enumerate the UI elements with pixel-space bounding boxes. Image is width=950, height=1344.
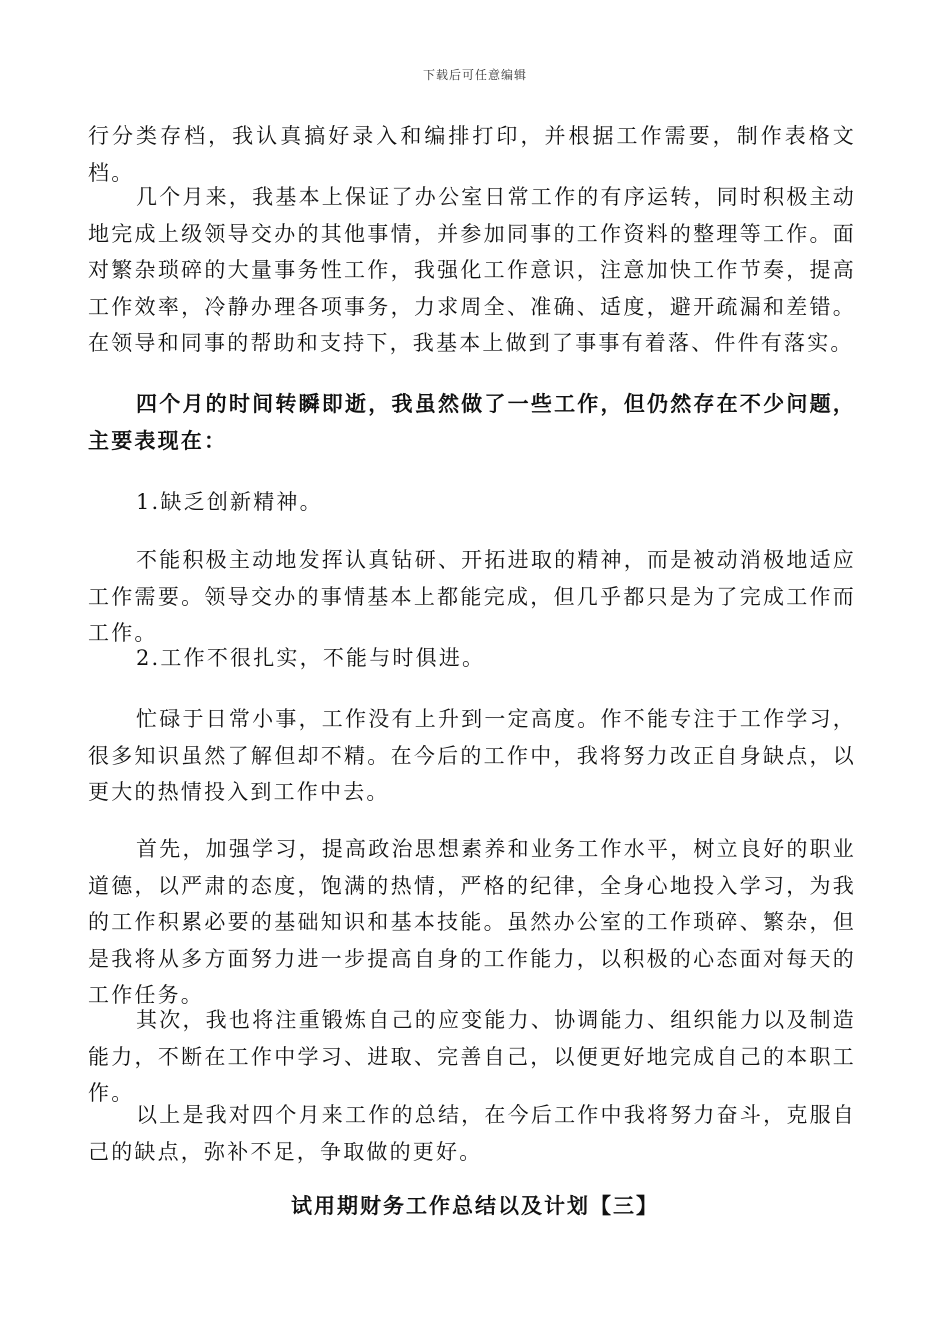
paragraph-3: 四个月的时间转瞬即逝，我虽然做了一些工作，但仍然存在不少问题，主要表现在： (88, 391, 856, 453)
page-header-note: 下载后可任意编辑 (422, 68, 527, 82)
paragraph-2: 几个月来，我基本上保证了办公室日常工作的有序运转，同时积极主动地完成上级领导交办的其他事情，并参加同事的工作资料的整理等工作。面对繁杂琐碎的大量事务性工作，我强化工作意识，注意加快工作节奏，提高工作效率，冷静办理各项事务，力求周全、准确、适度，避开疏漏和差错。在领导和同事的帮助和支持下，我基本上做到了事事有着落、件件有落实。 (88, 185, 856, 355)
section-title: 试用期财务工作总结以及计划【三】 (291, 1193, 659, 1218)
paragraph-5: 不能积极主动地发挥认真钻研、开拓进取的精神，而是被动消极地适应工作需要。领导交办的事情基本上都能完成，但几乎都只是为了完成工作而工作。 (88, 548, 856, 645)
paragraph-6: 2.工作不很扎实，不能与时俱进。 (136, 646, 486, 670)
paragraph-7: 忙碌于日常小事，工作没有上升到一定高度。作不能专注于工作学习，很多知识虽然了解但却不精。在今后的工作中，我将努力改正自身缺点，以更大的热情投入到工作中去。 (88, 707, 856, 804)
paragraph-8: 首先，加强学习，提高政治思想素养和业务工作水平，树立良好的职业道德，以严肃的态度，饱满的热情，严格的纪律，全身心地投入学习，为我的工作积累必要的基础知识和基本技能。虽然办公室的工作琐碎、繁杂，但是我将从多方面努力进一步提高自身的工作能力，以积极的心态面对每天的工作任务。 (88, 837, 856, 1007)
paragraph-1: 行分类存档，我认真搞好录入和编排打印，并根据工作需要，制作表格文档。 (88, 124, 856, 185)
paragraph-10: 以上是我对四个月来工作的总结，在今后工作中我将努力奋斗，克服自己的缺点，弥补不足，争取做的更好。 (88, 1103, 856, 1164)
paragraph-4: 1.缺乏创新精神。 (136, 490, 323, 514)
paragraph-9: 其次，我也将注重锻炼自己的应变能力、协调能力、组织能力以及制造能力，不断在工作中学习、进取、完善自己，以便更好地完成自己的本职工作。 (88, 1008, 856, 1105)
